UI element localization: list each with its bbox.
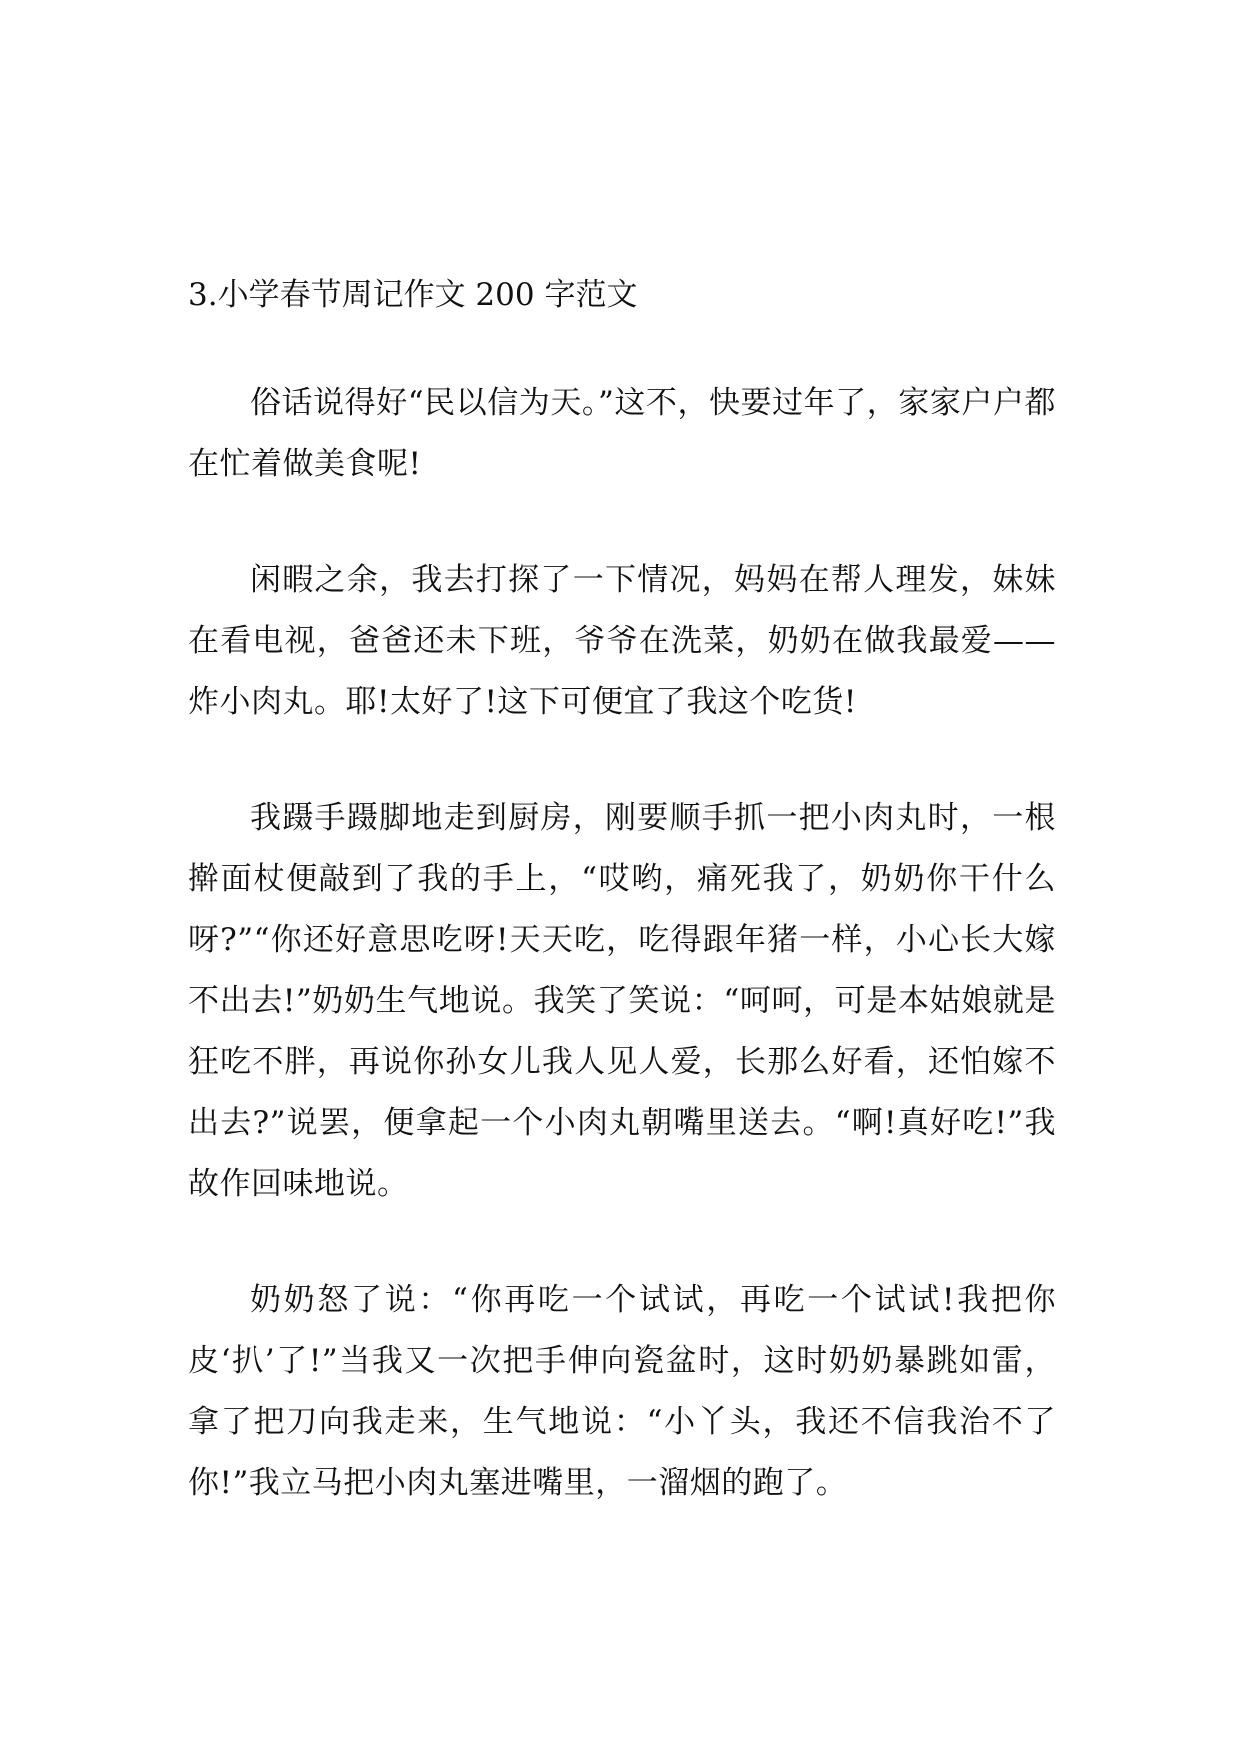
paragraph-4: 奶奶怒了说：“你再吃一个试试，再吃一个试试!我把你皮‘扒’了!”当我又一次把手伸向瓷盆时，这时奶奶暴跳如雷，拿了把刀向我走来，生气地说：“小丫头，我还不信我治不了你!”我立马把小肉丸塞进嘴里，一溜烟的跑了。 <box>188 1282 1056 1501</box>
spacer <box>188 733 1056 788</box>
paragraph-3: 我蹑手蹑脚地走到厨房，刚要顺手抓一把小肉丸时，一根擀面杖便敲到了我的手上，“哎哟，痛死我了，奶奶你干什么呀?”“你还好意思吃呀!天天吃，吃得跟年猪一样，小心长大嫁不出去!”奶奶生气地说。我笑了笑说：“呵呵，可是本姑娘就是狂吃不胖，再说你孙女儿我人见人爱，长那么好看，还怕嫁不出去?”说罢，便拿起一个小肉丸朝嘴里送去。“啊!真好吃!”我故作回味地说。 <box>188 800 1056 1202</box>
spacer <box>188 320 1056 373</box>
document-body <box>188 270 1056 1514</box>
section-heading: 3.小学春节周记作文 200 字范文 <box>188 277 638 313</box>
paragraph-1: 俗话说得好“民以信为天。”这不，快要过年了，家家户户都在忙着做美食呢! <box>188 385 1056 482</box>
paragraph-2: 闲暇之余，我去打探了一下情况，妈妈在帮人理发，妹妹在看电视，爸爸还未下班，爷爷在洗菜，奶奶在做我最爱——炸小肉丸。耶!太好了!这下可便宜了我这个吃货! <box>188 562 1056 720</box>
spacer <box>188 1215 1056 1270</box>
spacer <box>188 495 1056 550</box>
